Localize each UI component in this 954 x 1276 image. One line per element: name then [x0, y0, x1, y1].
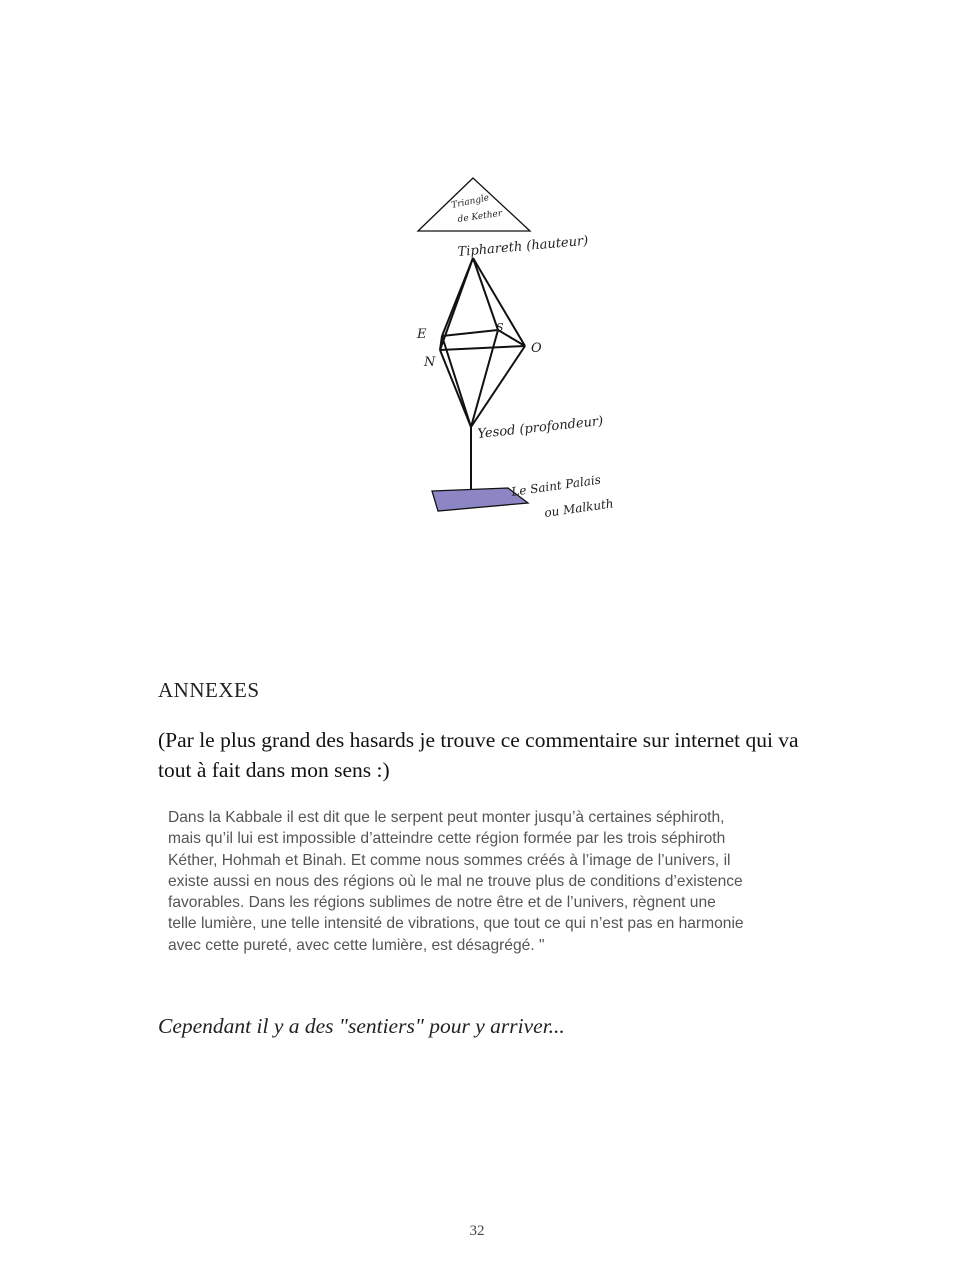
octahedron-drawing [380, 168, 650, 548]
quoted-comment [168, 807, 808, 956]
base-label-1: Le Saint Palais [510, 472, 602, 499]
triangle-label-1: Triangle [450, 193, 491, 211]
quote-line: avec cette pureté, avec cette lumière, est désagrégé. " [168, 936, 545, 954]
base-label-2: ou Malkuth [543, 496, 615, 520]
north-label: N [424, 355, 436, 370]
intro-paragraph: (Par le plus grand des hasards je trouve ce commentaire sur internet qui va tout à fait dans mon sens :) [158, 728, 799, 782]
quote-line: telle lumière, une telle intensité de vibrations, que tout ce qui n’est pas en harmonie [168, 915, 744, 933]
quote-line: existe aussi en nous des régions où le mal ne trouve plus de conditions d’existence [168, 872, 743, 890]
east-label: E [417, 327, 427, 342]
kabbalah-diagram [380, 168, 650, 548]
quote-line: favorables. Dans les régions sublimes de notre être et de l’univers, règnent une [168, 894, 716, 912]
closing-sentence: Cependant il y a des "sentiers" pour y arriver... [158, 1014, 565, 1038]
west-label: O [531, 341, 542, 356]
yesod-label: Yesod (profondeur) [476, 413, 604, 442]
tiphareth-label: Tiphareth (hauteur) [457, 233, 589, 260]
quote-line: Dans la Kabbale il est dit que le serpent peut monter jusqu’à certaines séphiroth, [168, 809, 725, 826]
quote-line: mais qu’il lui est impossible d’atteindre cette région formée par les trois séphiroth [168, 830, 726, 848]
triangle-label-2: de Kether [457, 208, 503, 225]
quote-line: Kéther, Hohmah et Binah. Et comme nous sommes créés à l’image de l’univers, il [168, 851, 731, 869]
south-label: S [496, 321, 504, 334]
annexes-heading: ANNEXES [158, 678, 260, 702]
octahedron-edges [440, 258, 525, 498]
page-number: 32 [469, 1223, 485, 1239]
